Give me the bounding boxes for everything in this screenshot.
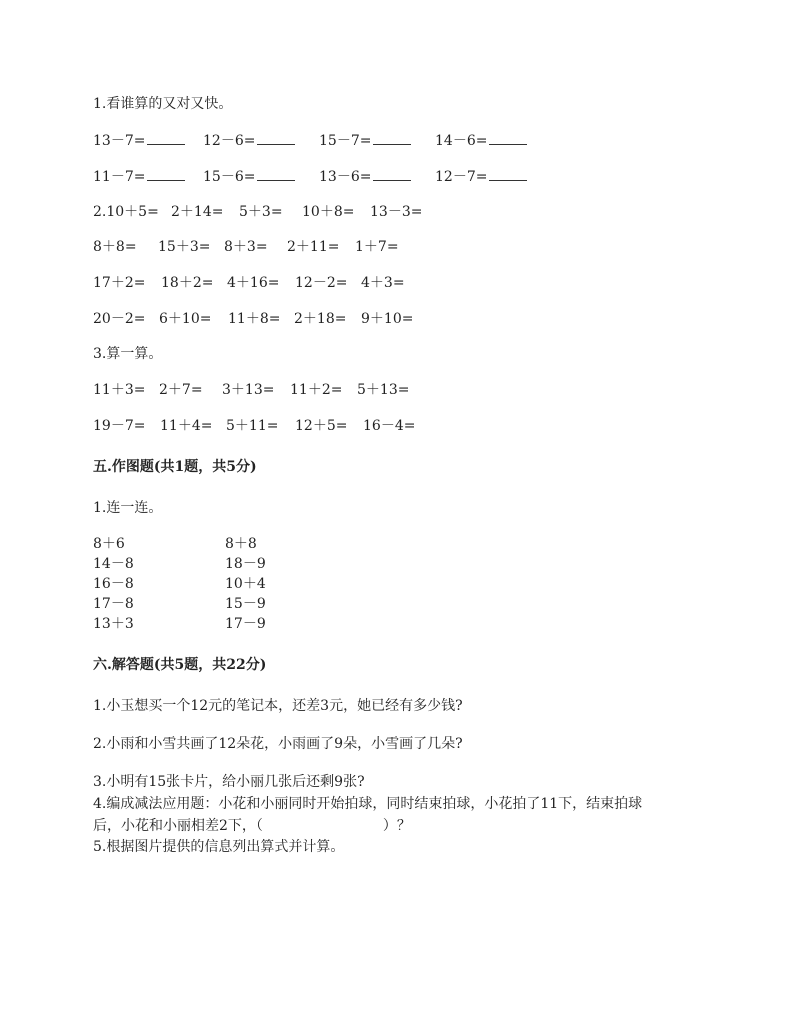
problem: 11＋8= xyxy=(228,311,281,327)
question-4-end: ）？ xyxy=(382,818,411,834)
problem: 14－6= xyxy=(435,133,488,149)
question-4-line-1: 4.编成减法应用题：小花和小丽同时开始拍球，同时结束拍球，小花拍了11下，结束拍球 xyxy=(93,796,643,812)
answer-blank[interactable] xyxy=(257,132,295,145)
answer-blank[interactable] xyxy=(373,168,411,181)
answer-blank[interactable] xyxy=(147,132,185,145)
problem: 19－7= xyxy=(93,418,146,434)
problem: 2＋18= xyxy=(294,311,347,327)
problem: 15－6= xyxy=(203,169,256,185)
question-4-line-2 xyxy=(93,817,411,835)
problem: 4＋16= xyxy=(227,275,280,291)
section-heading-5: 五.作图题(共1题，共5分) xyxy=(93,459,257,475)
problem: 3＋13= xyxy=(222,382,275,398)
section1-title: 1.看谁算的又对又快。 xyxy=(93,96,233,112)
problem: 12－7= xyxy=(435,169,488,185)
connect-right-column xyxy=(225,535,425,635)
answer-blank[interactable] xyxy=(489,168,527,181)
problem: 6＋10= xyxy=(159,311,212,327)
problem: 1＋7= xyxy=(355,239,399,255)
section-heading-6: 六.解答题(共5题，共22分) xyxy=(93,657,267,673)
problem: 2＋11= xyxy=(287,239,340,255)
problem: 20－2= xyxy=(93,311,146,327)
problem: 4＋3= xyxy=(361,275,405,291)
problem: 13－7= xyxy=(93,133,146,149)
problem: 2＋14= xyxy=(171,204,224,220)
problem: 9＋10= xyxy=(361,311,414,327)
problem: 15＋3= xyxy=(158,239,211,255)
connect-right-item[interactable]: 17－9 xyxy=(225,616,266,632)
connect-right-item[interactable]: 15－9 xyxy=(225,596,266,612)
problem: 13－3= xyxy=(370,204,423,220)
connect-right-item[interactable]: 8＋8 xyxy=(225,536,257,552)
problem: 10＋8= xyxy=(302,204,355,220)
problem: 15－7= xyxy=(319,133,372,149)
problem: 11＋4= xyxy=(160,418,213,434)
connect-left-item[interactable]: 8＋6 xyxy=(93,536,125,552)
problem: 12－6= xyxy=(203,133,256,149)
connect-title: 1.连一连。 xyxy=(93,500,163,516)
problem: 11＋2= xyxy=(290,382,343,398)
problem: 5＋13= xyxy=(357,382,410,398)
problem: 11＋3= xyxy=(93,382,146,398)
problem: 16－4= xyxy=(363,418,416,434)
answer-blank[interactable] xyxy=(257,168,295,181)
question-2: 2.小雨和小雪共画了12朵花，小雨画了9朵，小雪画了几朵? xyxy=(93,736,463,752)
problem: 5＋3= xyxy=(239,204,283,220)
problem: 18＋2= xyxy=(161,275,214,291)
connect-right-item[interactable]: 10＋4 xyxy=(225,576,266,592)
problem: 2＋7= xyxy=(159,382,203,398)
answer-blank[interactable] xyxy=(373,132,411,145)
problem: 13－6= xyxy=(319,169,372,185)
problem: 5＋11= xyxy=(226,418,279,434)
problem: 8＋3= xyxy=(224,239,268,255)
connect-left-item[interactable]: 13＋3 xyxy=(93,616,134,632)
problem: 12＋5= xyxy=(295,418,348,434)
answer-blank[interactable] xyxy=(489,132,527,145)
question-3: 3.小明有15张卡片，给小丽几张后还剩9张? xyxy=(93,774,365,790)
connect-left-item[interactable]: 16－8 xyxy=(93,576,134,592)
answer-blank[interactable] xyxy=(147,168,185,181)
problem: 17＋2= xyxy=(93,275,146,291)
problem: 11－7= xyxy=(93,169,146,185)
problem: 12－2= xyxy=(295,275,348,291)
question-5: 5.根据图片提供的信息列出算式并计算。 xyxy=(93,839,345,855)
problem: 2.10＋5= xyxy=(93,204,159,220)
question-4-text: 后，小花和小丽相差2下，（ xyxy=(93,818,263,834)
connect-left-item[interactable]: 14－8 xyxy=(93,556,134,572)
connect-left-item[interactable]: 17－8 xyxy=(93,596,134,612)
question-1: 1.小玉想买一个12元的笔记本，还差3元，她已经有多少钱? xyxy=(93,698,463,714)
section3-title: 3.算一算。 xyxy=(93,346,163,362)
problem: 8＋8= xyxy=(93,239,137,255)
connect-right-item[interactable]: 18－9 xyxy=(225,556,266,572)
